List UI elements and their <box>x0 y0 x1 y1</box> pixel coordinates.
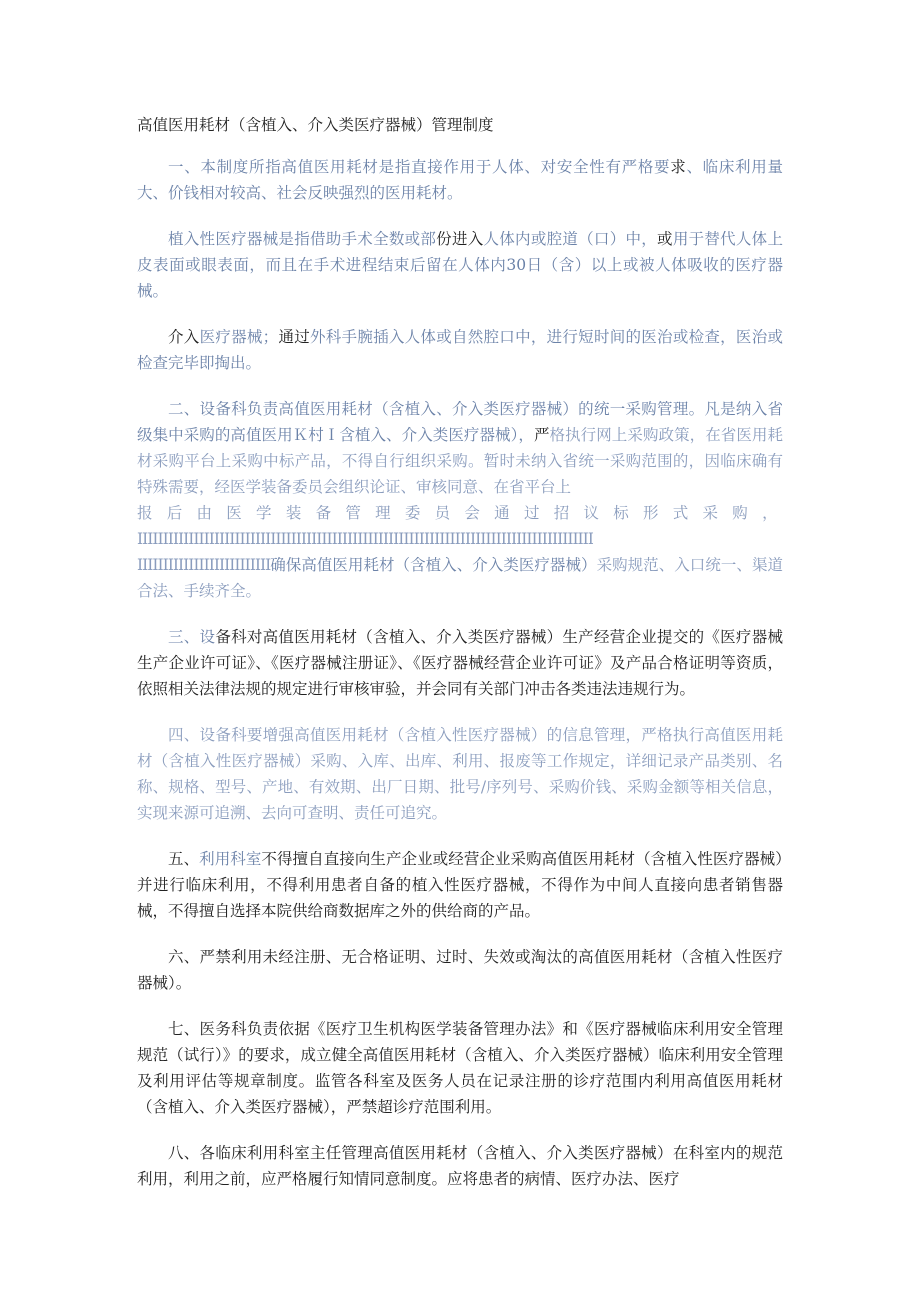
text-segment: 严 <box>533 426 550 444</box>
spaced-text-line: 报后由医学装备管理委员会通过招议标形式采购， <box>137 504 783 522</box>
text-segment: 利用科室 <box>199 850 262 868</box>
text-segment: 六、严禁利用未经注册、无合格证明、过时、失效或淘汰的高值医用耗材（含植入性医疗器械）。 <box>137 948 783 992</box>
text-segment: 三、设 <box>168 628 216 646</box>
paragraph <box>137 324 783 376</box>
text-segment: 份进入 <box>436 230 484 248</box>
text-segment: 格执行网上采购政策，在省医用耗材采购平台上采购中标产品，不得自行组织采购。暂时未纳入省统一采购范围的，因临床确有特殊需要，经医学装备委员会组织论证、审核同意、在省平台上 <box>137 426 783 496</box>
paragraph <box>137 846 783 924</box>
paragraph <box>137 1016 783 1120</box>
text-segment: 七、医务科负责依据《医疗卫生机构医学装备管理办法》和《医疗器械临床利用安全管理规范（试行）》的要求，成立健全高值医用耗材（含植入、介入类医疗器械）临床利用安全管理及利用评估等规章制度。监管各科室及医务人员在记录注册的诊疗范围内利用高值医用耗材（含植入、介入类医疗器械），严禁超诊疗范围利用。 <box>137 1020 783 1116</box>
text-segment: 介入 <box>168 328 200 346</box>
text-segment: 采购规范、入口统一、渠道合法、手续齐全。 <box>137 556 783 600</box>
text-segment: 、临床利用量大、价钱相对较高、社会反映强烈的医用耗材。 <box>137 158 783 202</box>
paragraph <box>137 154 783 206</box>
text-segment: 或 <box>657 230 673 248</box>
text-segment: 求 <box>670 158 687 176</box>
text-segment: 确保高值医用耗材（含植入、介入类医疗器械） <box>270 556 597 574</box>
text-segment: 人体内或腔道（口）中， <box>483 230 658 248</box>
text-segment: 外科手腕插入人体或自然腔口中，进行短时间的医治或检查，医治或检查完毕即掏出。 <box>137 328 783 372</box>
document-page <box>137 112 783 1212</box>
text-segment: 医疗器械； <box>199 328 279 346</box>
text-segment: 八、各临床利用科室主任管理高值医用耗材（含植入、介入类医疗器械）在科室内的规范利用，利用之前，应严格履行知情同意制度。应将患者的病情、医疗办法、医疗 <box>137 1144 783 1188</box>
paragraph <box>137 944 783 996</box>
paragraph <box>137 1140 783 1192</box>
ocr-noise-prefix: IIIIIIIIIIIIIIIIIIIIIIIIII <box>137 556 271 574</box>
text-segment: 五、 <box>168 850 200 868</box>
document-body <box>137 154 783 1192</box>
text-segment: 备科对高值医用耗材（含植入、介入类医疗器械）生产经营企业提交的《医疗器械生产企业许可证》、《医疗器械注册证》、《医疗器械经营企业许可证》及产品合格证明等资质，依照相关法律法规的规定进行审核审验，并会同有关部门冲击各类违法违规行为。 <box>137 628 783 698</box>
paragraph <box>137 624 783 702</box>
text-segment: 植入性医疗器械是指借助手术全数或部 <box>168 230 437 248</box>
ocr-noise-line: IIIIIIIIIIIIIIIIIIIIIIIIIIIIIIIIIIIIIIIIIIIIIIIIIIIIIIIIIIIIIIIIIIIIIIIIIIIIIIIIIIIIIIIII <box>137 530 593 548</box>
paragraph <box>137 396 783 604</box>
text-segment: 不得擅自直接向生产企业或经营企业采购高值医用耗材（含植入性医疗器械）并进行临床利用，不得利用患者自备的植入性医疗器械，不得作为中间人直接向患者销售器械，不得擅自选择本院供给商数据库之外的供给商的产品。 <box>137 850 783 920</box>
paragraph <box>137 722 783 826</box>
text-segment: 用于替代人体上皮表面或眼表面，而且在手术进程结束后留在人体内30日（含）以上或被人体吸收的医疗器械。 <box>137 230 783 300</box>
text-segment: 二、设备科负责高值医用耗材（含植入、介入类医疗器械）的统一采购管理。凡是纳入省级集中采购的高值医用Ｋ村Ｉ含植入、介入类医疗器械）， <box>137 400 783 444</box>
text-segment: 通过 <box>278 328 310 346</box>
document-title: 高值医用耗材（含植入、介入类医疗器械）管理制度 <box>137 116 494 134</box>
text-segment: 一、本制度所指高值医用耗材是指直接作用于人体、对安全性有严格要 <box>168 158 671 176</box>
paragraph <box>137 226 783 304</box>
text-segment: 四、设备科要增强高值医用耗材（含植入性医疗器械）的信息管理，严格执行高值医用耗材（含植入性医疗器械）采购、入库、出库、利用、报废等工作规定，详细记录产品类别、名称、规格、型号、产地、有效期、出厂日期、批号/序列号、采购价钱、采购金额等相关信息，实现来源可追溯、去向可查明、责任可追究。 <box>137 726 783 822</box>
